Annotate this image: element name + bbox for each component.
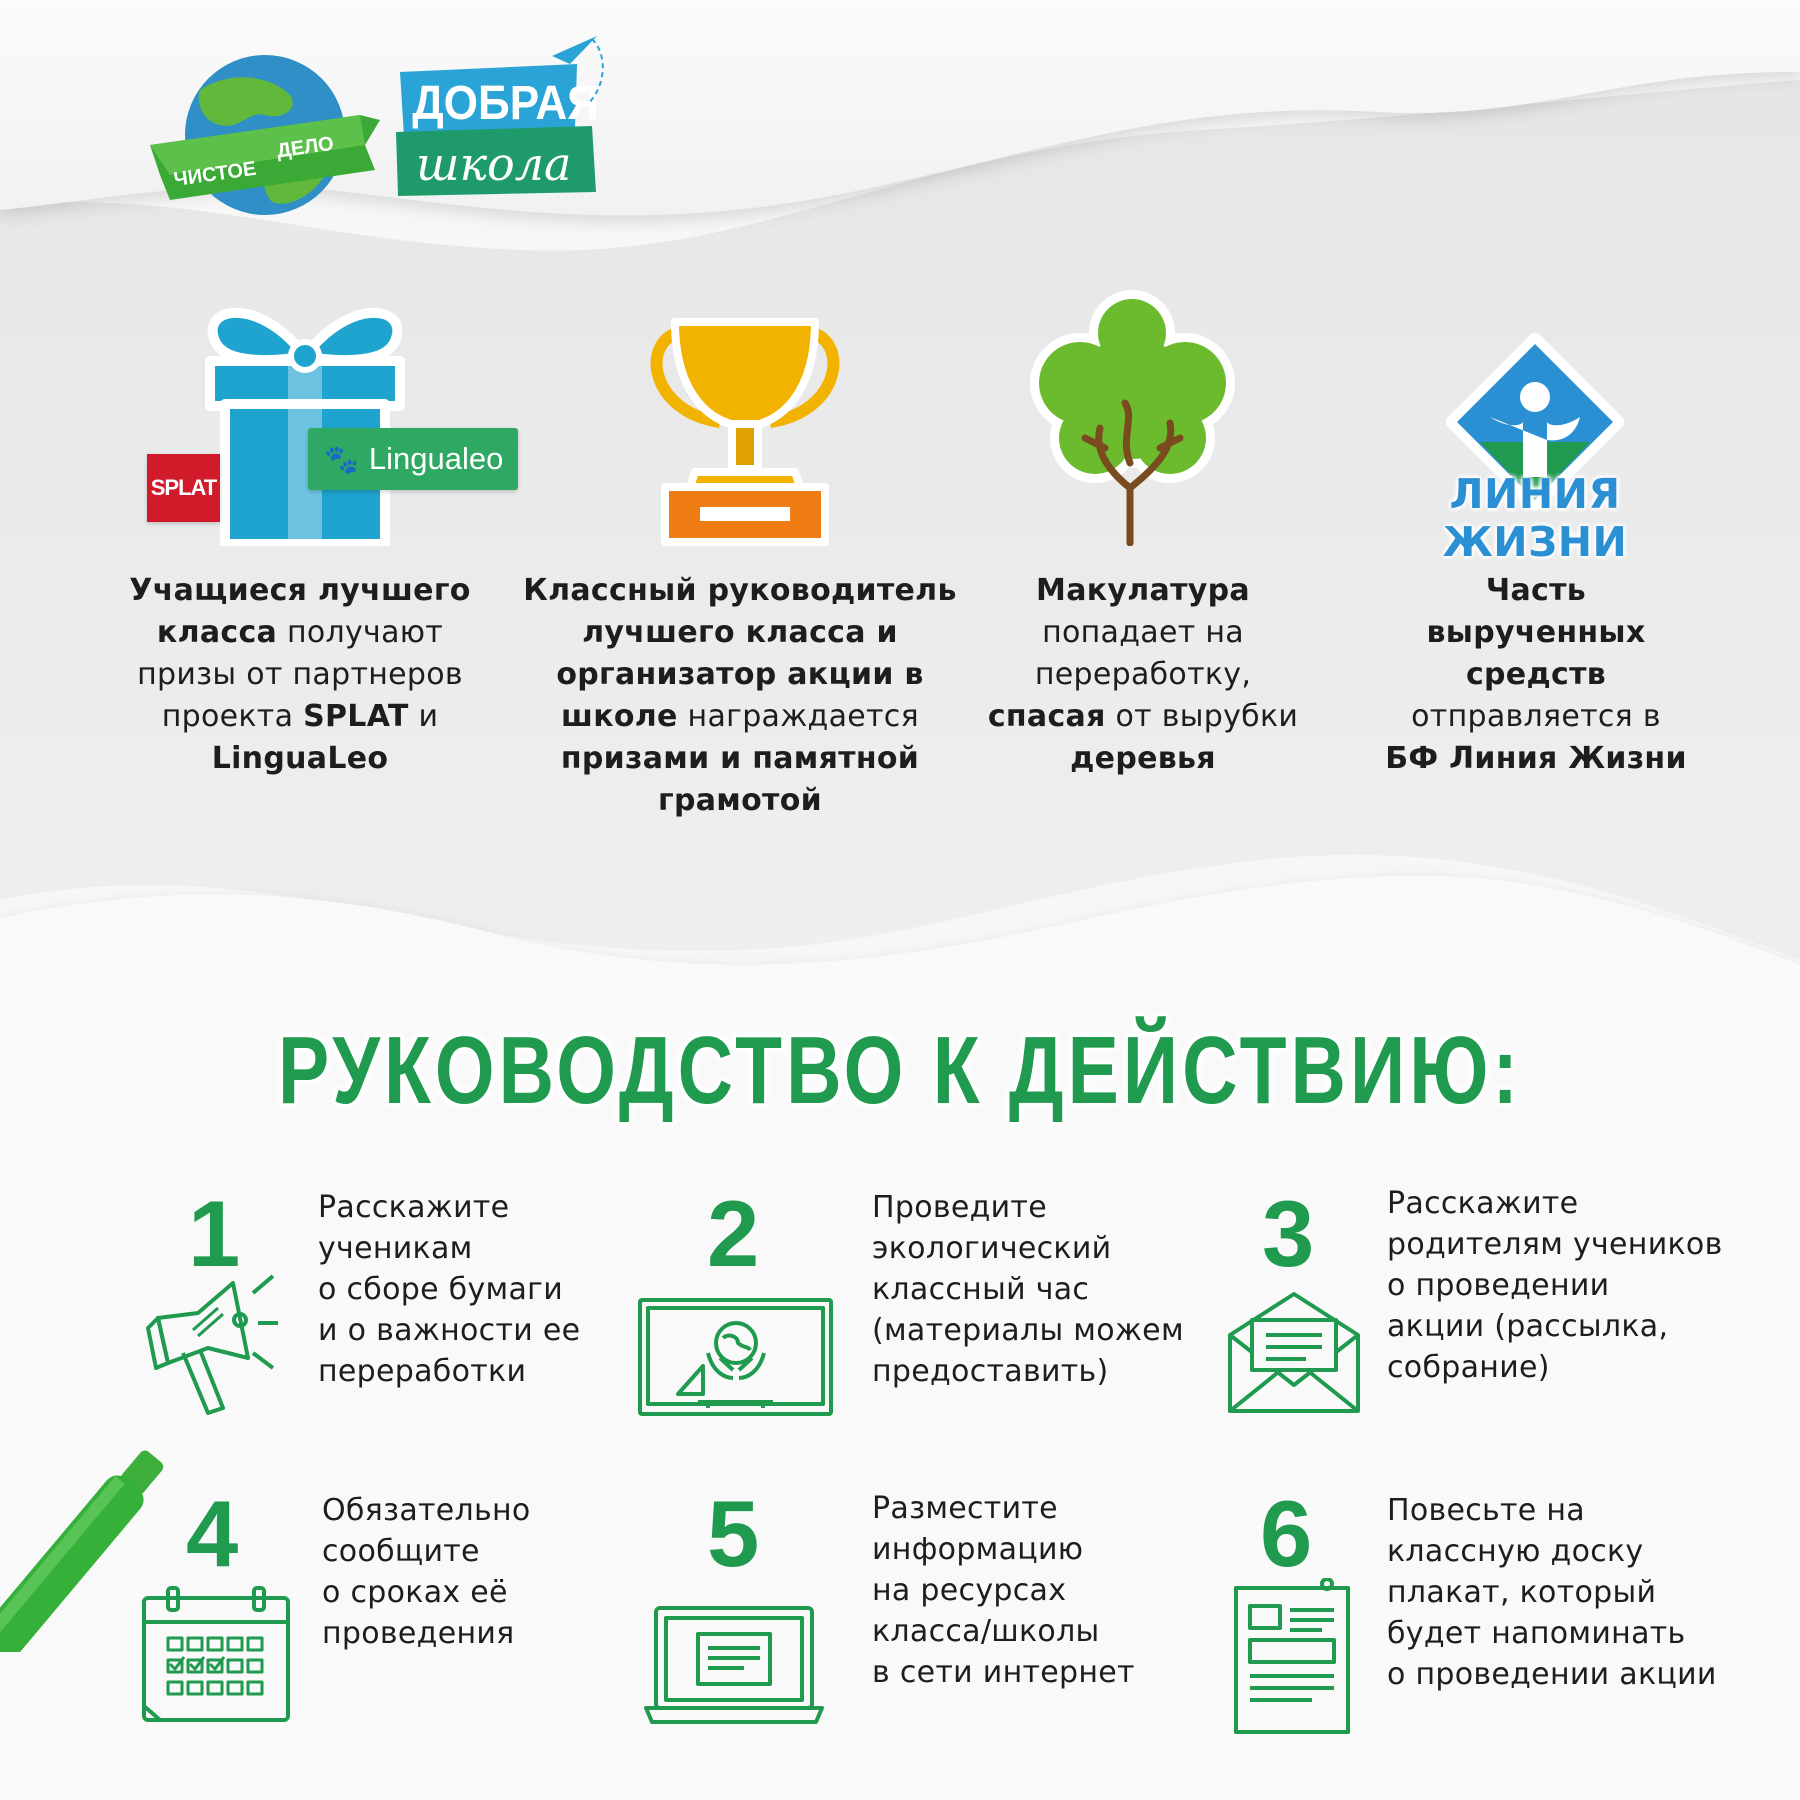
reward-line	[520, 612, 960, 654]
reward-teacher	[520, 570, 960, 822]
shkola-text: школа	[416, 137, 572, 191]
chistoe-delo-logo	[150, 50, 380, 220]
reward-line	[923, 612, 1363, 654]
tree-icon	[1025, 288, 1240, 546]
reward-line	[520, 780, 960, 822]
step-text-1: Расскажите ученикам о сборе бумаги и о важности ее переработки	[318, 1190, 581, 1389]
step-number-5: 5	[707, 1481, 760, 1586]
reward-line	[1316, 738, 1756, 780]
step-text-3: Расскажите родителям учеников о проведении акции (рассылка, собрание)	[1387, 1186, 1723, 1385]
reward-bold-text: Учащиеся лучшего	[129, 573, 471, 608]
reward-line	[923, 696, 1363, 738]
reward-bold-text: организатор акции в	[556, 657, 924, 692]
splat-logo: SPLAT	[147, 454, 220, 522]
reward-text: получают	[277, 615, 444, 650]
reward-bold-text: деревья	[1070, 741, 1216, 776]
reward-text: проекта	[161, 699, 304, 734]
reward-bold-text: класса	[156, 615, 278, 650]
step-text-5: Разместите информацию на ресурсах класса/школы в сети интернет	[872, 1491, 1135, 1690]
delo-text: ДЕЛО	[275, 132, 336, 163]
reward-charity	[1316, 570, 1756, 780]
reward-bold-text: БФ Линия Жизни	[1385, 741, 1687, 776]
reward-text: переработку,	[1034, 657, 1252, 692]
reward-bold-text: Макулатура	[1036, 573, 1250, 608]
lingualeo-logo	[308, 428, 518, 490]
envelope-icon	[1226, 1290, 1362, 1415]
reward-line	[80, 696, 520, 738]
paw-icon: 🐾	[324, 443, 359, 475]
reward-bold-text: призами и памятной	[560, 741, 920, 776]
reward-line	[520, 696, 960, 738]
reward-bold-text: вырученных	[1426, 615, 1646, 650]
step-number-2: 2	[707, 1181, 760, 1286]
reward-text: призы от партнеров	[137, 657, 463, 692]
reward-students	[80, 570, 520, 780]
reward-line	[80, 570, 520, 612]
reward-line	[80, 654, 520, 696]
step-number-4: 4	[186, 1481, 239, 1586]
reward-text: награждается	[677, 699, 919, 734]
reward-line	[923, 654, 1363, 696]
step-number-3: 3	[1262, 1181, 1315, 1286]
reward-line	[1316, 570, 1756, 612]
reward-bold-text: школе	[561, 699, 678, 734]
reward-bold-text: лучшего класса и	[582, 615, 898, 650]
reward-line	[520, 654, 960, 696]
reward-bold-text: LinguaLeo	[211, 741, 389, 776]
dobraya-shkola-logo	[392, 34, 622, 204]
reward-bold-text: средств	[1465, 657, 1607, 692]
step-number-6: 6	[1260, 1481, 1313, 1586]
reward-line	[1316, 612, 1756, 654]
marker-pen-icon	[0, 1432, 170, 1652]
guide-heading: РУКОВОДСТВО К ДЕЙСТВИЮ:	[278, 1017, 1522, 1124]
reward-line	[923, 738, 1363, 780]
reward-line	[1316, 654, 1756, 696]
lingualeo-label: Lingualeo	[368, 441, 504, 476]
step-number-1: 1	[188, 1181, 241, 1286]
reward-line	[520, 570, 960, 612]
poster-icon	[1232, 1578, 1357, 1736]
reward-text: попадает на	[1042, 615, 1244, 650]
reward-bold-text: SPLAT	[303, 699, 409, 734]
step-text-6: Повесьте на классную доску плакат, который будет напоминать о проведении акции	[1387, 1493, 1717, 1692]
reward-text: отправляется в	[1411, 699, 1661, 734]
megaphone-icon	[138, 1268, 278, 1428]
reward-line	[520, 738, 960, 780]
dobraya-text: ДОБРАЯ	[412, 75, 599, 130]
trophy-icon	[650, 312, 840, 547]
reward-line	[923, 570, 1363, 612]
reward-bold-text: Классный руководитель	[523, 573, 957, 608]
chistoe-text: ЧИСТОЕ	[172, 157, 258, 192]
step-text-2: Проведите экологический классный час (материалы можем предоставить)	[872, 1190, 1184, 1389]
liniya-zhizni-wordmark: ЛИНИЯ ЖИЗНИ	[1442, 470, 1628, 566]
laptop-icon	[644, 1604, 824, 1726]
reward-paper	[923, 570, 1363, 780]
reward-text: и	[408, 699, 439, 734]
reward-bold-text: спасая	[987, 699, 1106, 734]
reward-bold-text: Часть	[1485, 573, 1587, 608]
reward-line	[80, 738, 520, 780]
reward-text: от вырубки	[1105, 699, 1299, 734]
reward-line	[1316, 696, 1756, 738]
chalkboard-icon	[638, 1298, 833, 1416]
reward-bold-text: грамотой	[658, 783, 822, 818]
step-text-4: Обязательно сообщите о сроках её проведения	[322, 1493, 531, 1651]
reward-line	[80, 612, 520, 654]
